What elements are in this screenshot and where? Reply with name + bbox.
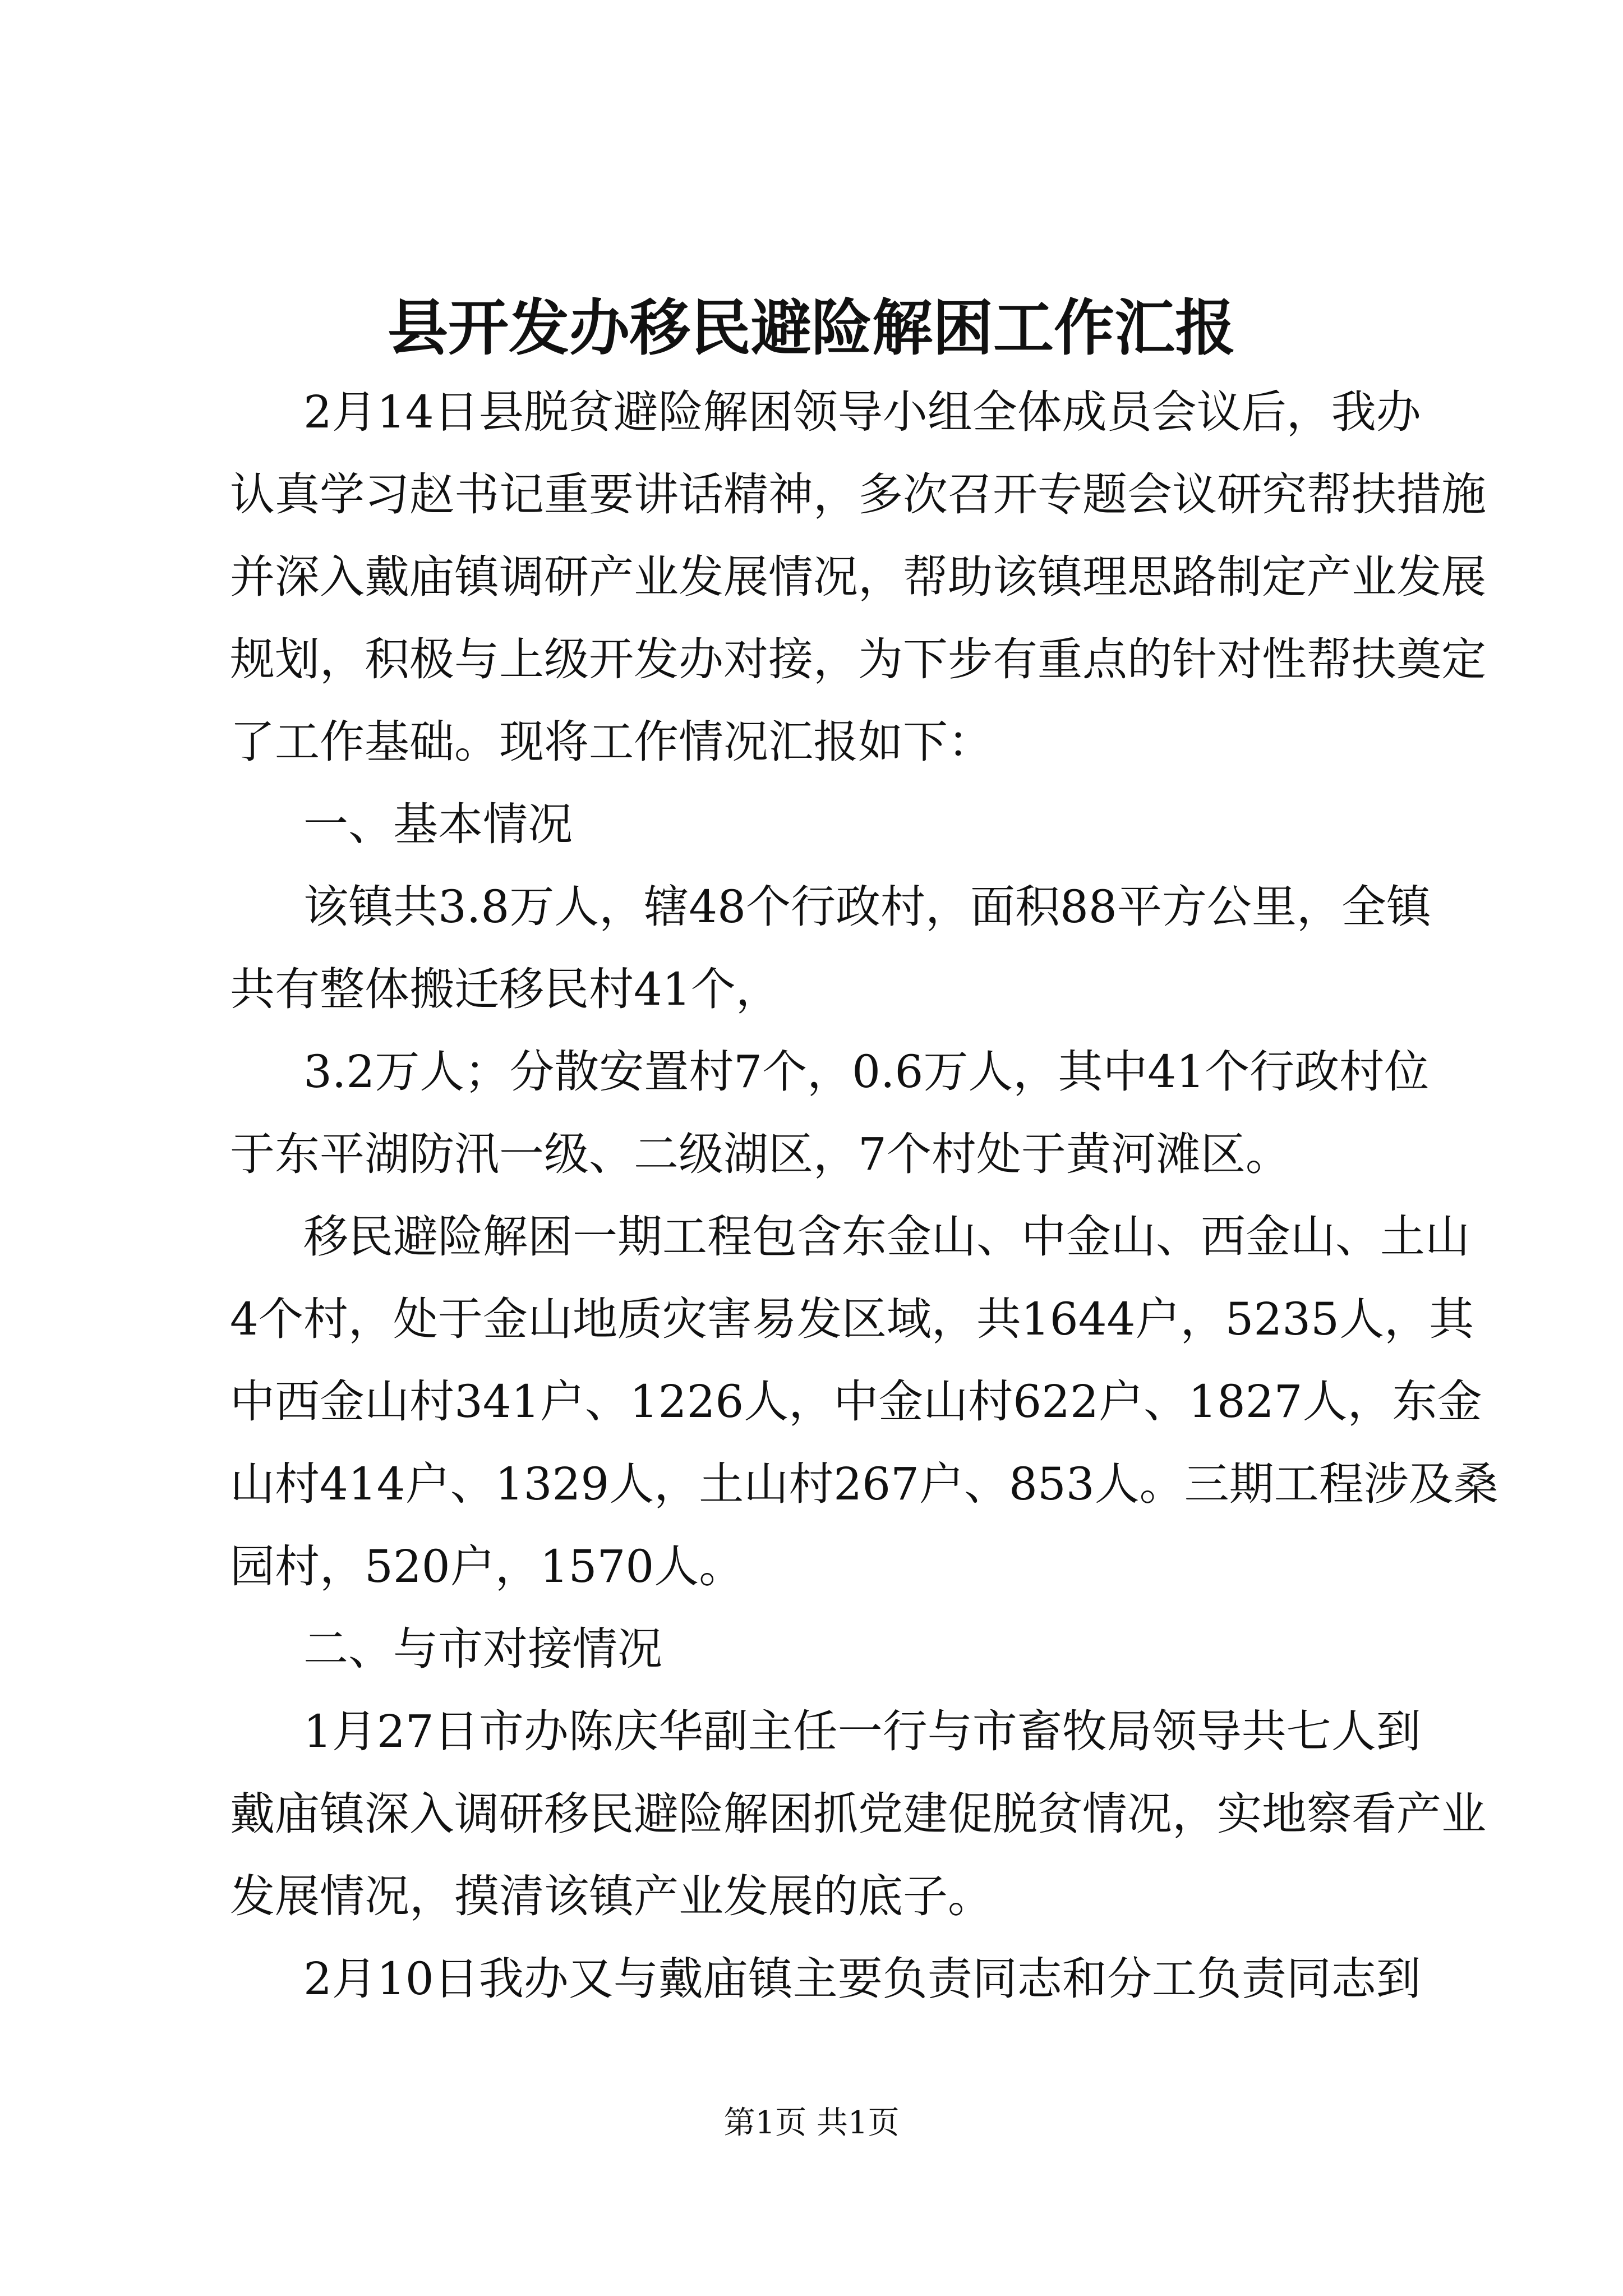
- paragraph-line: 共有整体搬迁移民村41个，: [230, 963, 781, 1015]
- paragraph-line: 中西金山村341户、1226人，中金山村622户、1827人，东金: [230, 1375, 1482, 1428]
- paragraph-line: 并深入戴庙镇调研产业发展情况，帮助该镇理思路制定产业发展: [230, 551, 1486, 603]
- paragraph-line: 戴庙镇深入调研移民避险解困抓党建促脱贫情况，实地察看产业: [230, 1788, 1486, 1840]
- paragraph-line: 移民避险解困一期工程包含东金山、中金山、西金山、土山: [303, 1211, 1470, 1263]
- paragraph-line: 发展情况，摸清该镇产业发展的底子。: [230, 1870, 993, 1922]
- paragraph-line: 3.2万人；分散安置村7个，0.6万人，其中41个行政村位: [303, 1046, 1430, 1098]
- paragraph-line: 园村，520户，1570人。: [230, 1540, 744, 1593]
- paragraph-line: 规划，积极与上级开发办对接，为下步有重点的针对性帮扶奠定: [230, 633, 1486, 685]
- paragraph-line: 1月27日市办陈庆华副主任一行与市畜牧局领导共七人到: [303, 1705, 1421, 1757]
- section-heading: 二、与市对接情况: [303, 1623, 662, 1675]
- page-footer: 第1页 共1页: [723, 2105, 900, 2141]
- paragraph-line: 于东平湖防汛一级、二级湖区，7个村处于黄河滩区。: [230, 1128, 1290, 1180]
- paragraph-line: 山村414户、1329人，土山村267户、853人。三期工程涉及桑: [230, 1458, 1498, 1510]
- section-heading: 一、基本情况: [303, 798, 573, 850]
- paragraph-line: 了工作基础。现将工作情况汇报如下：: [230, 716, 993, 768]
- paragraph-line: 4个村，处于金山地质灾害易发区域，共1644户，5235人，其: [230, 1293, 1474, 1345]
- paragraph-line: 2月10日我办又与戴庙镇主要负责同志和分工负责同志到: [303, 1953, 1421, 2005]
- paragraph-line: 认真学习赵书记重要讲话精神，多次召开专题会议研究帮扶措施: [230, 468, 1486, 521]
- paragraph-line: 该镇共3.8万人，辖48个行政村，面积88平方公里，全镇: [303, 881, 1431, 933]
- paragraph-line: 2月14日县脱贫避险解困领导小组全体成员会议后，我办: [303, 386, 1421, 438]
- document-title: 县开发办移民避险解困工作汇报: [387, 293, 1235, 364]
